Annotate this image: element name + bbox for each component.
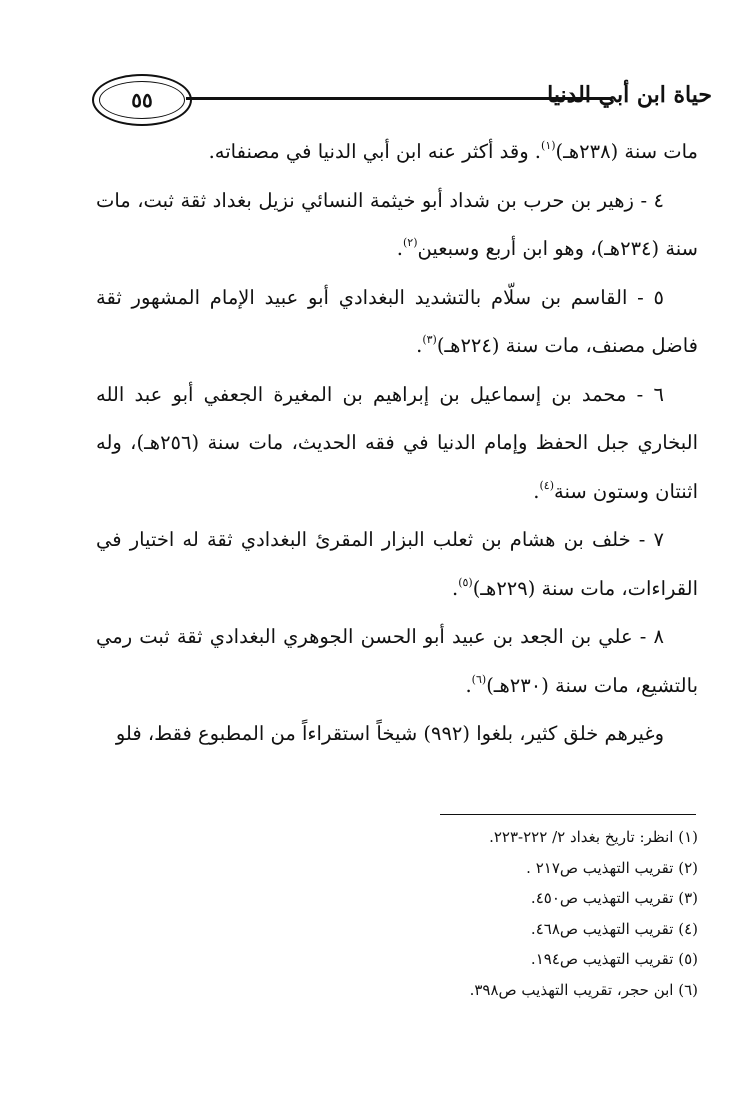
paragraph-text: مات سنة (٢٣٨هـ) [555, 140, 698, 163]
footnote: (١) انظر: تاريخ بغداد ٢/ ٢٢٢-٢٢٣. [489, 828, 698, 846]
page-number-oval [92, 74, 192, 126]
footnote: (٦) ابن حجر، تقريب التهذيب ص٣٩٨. [469, 980, 698, 999]
footnote: (٥) تقريب التهذيب ص١٩٤. [530, 950, 698, 968]
footnote-ref: (١) [541, 139, 556, 152]
paragraph-text: ٨ - علي بن الجعد بن عبيد أبو الحسن الجوهري البغدادي ثقة ثبت رمي بالتشيع، مات سنة (٢٣٠هـ) [96, 625, 698, 697]
footnote-separator [440, 814, 696, 815]
paragraph-tail: . [396, 237, 403, 260]
paragraph-text: ٧ - خلف بن هشام بن ثعلب البزار المقرئ البغدادي ثقة له اختيار في القراءات، مات سنة (٢٢٩هـ) [96, 528, 698, 600]
footnote-ref: (٦) [471, 672, 487, 686]
paragraph-tail: . [416, 334, 423, 357]
paragraph-text: وغيرهم خلق كثير، بلغوا (٩٩٢) شيخاً استقراءاً من المطبوع فقط، فلو [115, 722, 664, 745]
paragraph-text: ٦ - محمد بن إسماعيل بن إبراهيم بن المغيرة الجعفي أبو عبد الله البخاري جبل الحفظ وإمام الدنيا في فقه الحديث، مات سنة (٢٥٦هـ)، وله اثنتان وستون سنة [96, 382, 698, 503]
paragraph-tail: . [451, 576, 459, 600]
footnote-ref: (٥) [458, 575, 473, 589]
footnote-ref: (٣) [422, 333, 437, 346]
body-text [96, 128, 698, 759]
page-number: ٥٥ [99, 81, 185, 119]
footnote: (٤) تقريب التهذيب ص٤٦٨. [530, 919, 698, 938]
paragraph [96, 128, 698, 177]
paragraph-tail: . [465, 673, 472, 697]
footnotes [300, 822, 698, 1005]
paragraph-tail: . وقد أكثر عنه ابن أبي الدنيا في مصنفاته. [208, 140, 542, 163]
paragraph [96, 516, 698, 613]
running-title: حياة ابن أبي الدنيا [547, 82, 712, 108]
paragraph [96, 613, 698, 710]
paragraph-tail: . [533, 479, 540, 503]
page-header [92, 70, 712, 130]
footnote: (٢) تقريب التهذيب ص٢١٧ . [526, 858, 698, 877]
footnote-ref: (٢) [403, 236, 418, 249]
paragraph-text: ٤ - زهير بن حرب بن شداد أبو خيثمة النسائي نزيل بغداد ثقة ثبت، مات سنة (٢٣٤هـ)، وهو ابن أربع وسبعين [96, 188, 698, 260]
paragraph-text: ٥ - القاسم بن سلّام بالتشديد البغدادي أبو عبيد الإمام المشهور ثقة فاضل مصنف، مات سنة (٢٢٤هـ) [96, 285, 698, 357]
paragraph [96, 274, 698, 371]
paragraph [96, 371, 698, 517]
footnote: (٣) تقريب التهذيب ص٤٥٠. [530, 889, 698, 907]
footnote-ref: (٤) [539, 478, 555, 492]
paragraph [96, 710, 698, 759]
paragraph [96, 177, 698, 274]
